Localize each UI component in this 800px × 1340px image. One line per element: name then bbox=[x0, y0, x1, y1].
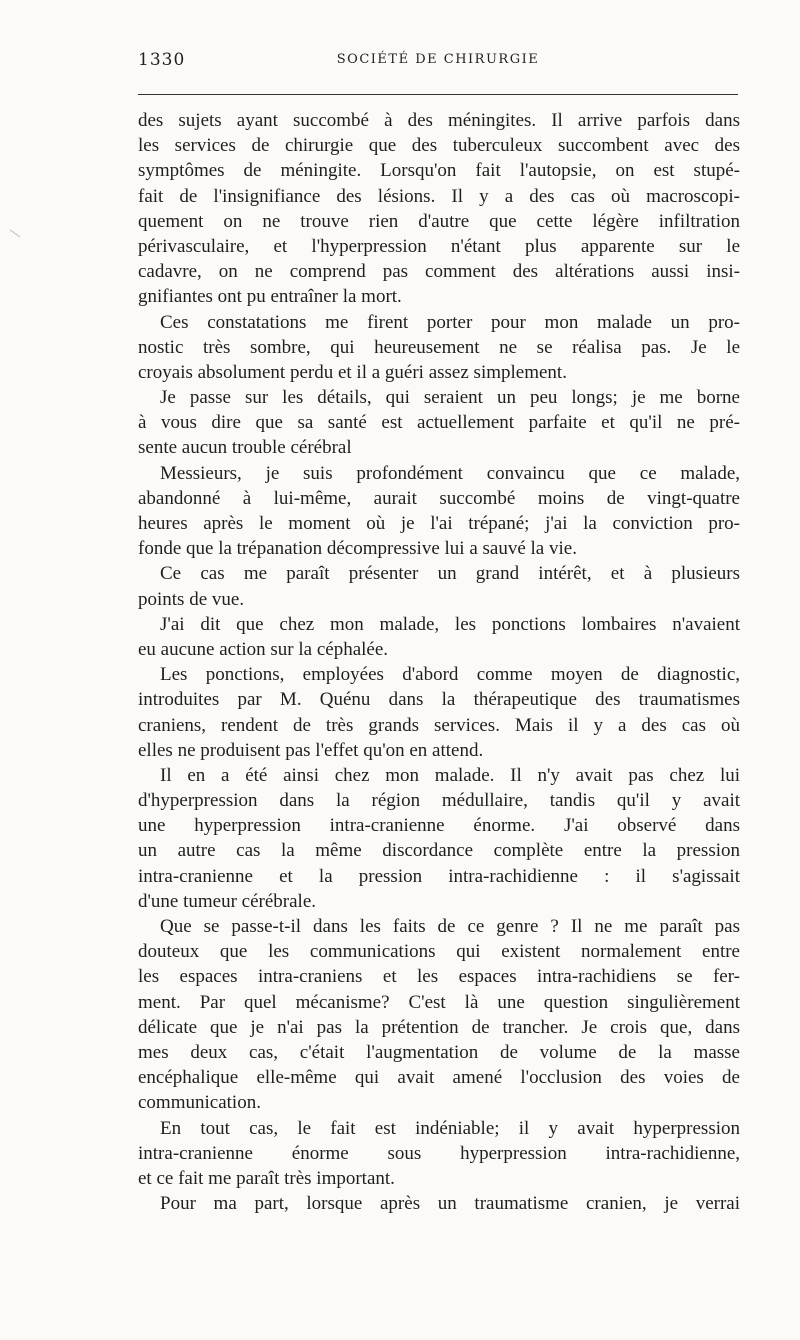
text-line: un autre cas la même discordance complète entre la pression bbox=[138, 840, 740, 862]
text-line: nostic très sombre, qui heureusement ne se réalisa pas. Je le bbox=[138, 336, 740, 358]
text-line: gnifiantes ont pu entraîner la mort. bbox=[138, 286, 402, 308]
text-line: des sujets ayant succombé à des méningites. Il arrive parfois dans bbox=[138, 110, 740, 131]
text-line: encéphalique elle-même qui avait amené l'occlusion des voies de bbox=[138, 1067, 740, 1089]
text-line: sente aucun trouble cérébral bbox=[138, 437, 352, 459]
text-line: fait de l'insignifiance des lésions. Il y a des cas où macroscopi- bbox=[138, 185, 740, 207]
paragraph bbox=[138, 108, 740, 310]
text-line: croyais absolument perdu et il a guéri assez simplement. bbox=[138, 361, 567, 383]
paragraph bbox=[138, 310, 740, 386]
page-header bbox=[138, 50, 738, 74]
text-line: quement on ne trouve rien d'autre que cette légère infiltration bbox=[138, 210, 740, 232]
header-rule bbox=[138, 94, 738, 95]
text-line: cadavre, on ne comprend pas comment des altérations aussi insi- bbox=[138, 261, 740, 283]
paragraph bbox=[138, 1191, 740, 1216]
text-line: et ce fait me paraît très important. bbox=[138, 1167, 395, 1189]
text-line: elles ne produisent pas l'effet qu'on en attend. bbox=[138, 739, 484, 761]
text-line: heures après le moment où je l'ai trépané; j'ai la conviction pro- bbox=[138, 513, 740, 534]
text-line: les espaces intra-craniens et les espaces intra-rachidiens se fer- bbox=[138, 966, 740, 988]
text-line: Pour ma part, lorsque après un traumatisme cranien, je verrai bbox=[160, 1193, 740, 1215]
text-line: Ce cas me paraît présenter un grand intérêt, et à plusieurs bbox=[160, 563, 740, 585]
text-line: Il en a été ainsi chez mon malade. Il n'y avait pas chez lui bbox=[160, 764, 740, 786]
text-line: d'hyperpression dans la région médullaire, tandis qu'il y avait bbox=[138, 790, 740, 812]
text-line: abandonné à lui-même, aurait succombé moins de vingt-quatre bbox=[138, 487, 740, 509]
paragraph bbox=[138, 1116, 740, 1192]
paragraph bbox=[138, 662, 740, 763]
text-line: Ces constatations me firent porter pour mon malade un pro- bbox=[160, 311, 740, 333]
text-line: eu aucune action sur la céphalée. bbox=[138, 638, 389, 660]
paragraph bbox=[138, 461, 740, 562]
paragraph bbox=[138, 914, 740, 1116]
text-line: périvasculaire, et l'hyperpression n'étant plus apparente sur le bbox=[138, 235, 740, 257]
text-line: Les ponctions, employées d'abord comme moyen de diagnostic, bbox=[160, 664, 740, 686]
page-number: 1330 bbox=[138, 50, 186, 70]
running-title: SOCIÉTÉ DE CHIRURGIE bbox=[336, 52, 540, 67]
text-line: Messieurs, je suis profondément convaincu que ce malade, bbox=[160, 462, 740, 484]
text-line: fonde que la trépanation décompressive lui a sauvé la vie. bbox=[138, 538, 577, 560]
text-line: à vous dire que sa santé est actuellement parfaite et qu'il ne pré- bbox=[138, 412, 740, 434]
margin-mark bbox=[4, 230, 20, 246]
paragraph bbox=[138, 385, 740, 461]
paragraph bbox=[138, 612, 740, 662]
text-line: craniens, rendent de très grands services. Mais il y a des cas où bbox=[138, 714, 740, 736]
paragraph bbox=[138, 561, 740, 611]
text-line: Que se passe-t-il dans les faits de ce genre ? Il ne me paraît pas bbox=[160, 916, 740, 937]
text-line: intra-cranienne énorme sous hyperpression intra-rachidienne, bbox=[138, 1142, 740, 1164]
body-text bbox=[138, 108, 740, 1216]
text-line: douteux que les communications qui existent normalement entre bbox=[138, 941, 740, 963]
text-line: ment. Par quel mécanisme? C'est là une question singulièrement bbox=[138, 991, 740, 1013]
paragraph bbox=[138, 763, 740, 914]
text-line: En tout cas, le fait est indéniable; il y avait hyperpression bbox=[160, 1117, 740, 1139]
text-line: communication. bbox=[138, 1092, 261, 1114]
text-line: d'une tumeur cérébrale. bbox=[138, 890, 317, 912]
text-line: points de vue. bbox=[138, 588, 245, 610]
text-line: une hyperpression intra-cranienne énorme. J'ai observé dans bbox=[138, 815, 740, 837]
text-line: mes deux cas, c'était l'augmentation de volume de la masse bbox=[138, 1041, 740, 1063]
text-line: symptômes de méningite. Lorsqu'on fait l'autopsie, on est stupé- bbox=[138, 160, 740, 182]
text-line: intra-cranienne et la pression intra-rachidienne : il s'agissait bbox=[138, 865, 740, 887]
text-line: J'ai dit que chez mon malade, les ponctions lombaires n'avaient bbox=[160, 613, 740, 635]
text-line: Je passe sur les détails, qui seraient un peu longs; je me borne bbox=[160, 387, 740, 409]
text-line: introduites par M. Quénu dans la thérapeutique des traumatismes bbox=[138, 689, 740, 711]
text-line: délicate que je n'ai pas la prétention de trancher. Je crois que, dans bbox=[138, 1016, 740, 1038]
text-line: les services de chirurgie que des tuberculeux succombent avec des bbox=[138, 135, 740, 157]
